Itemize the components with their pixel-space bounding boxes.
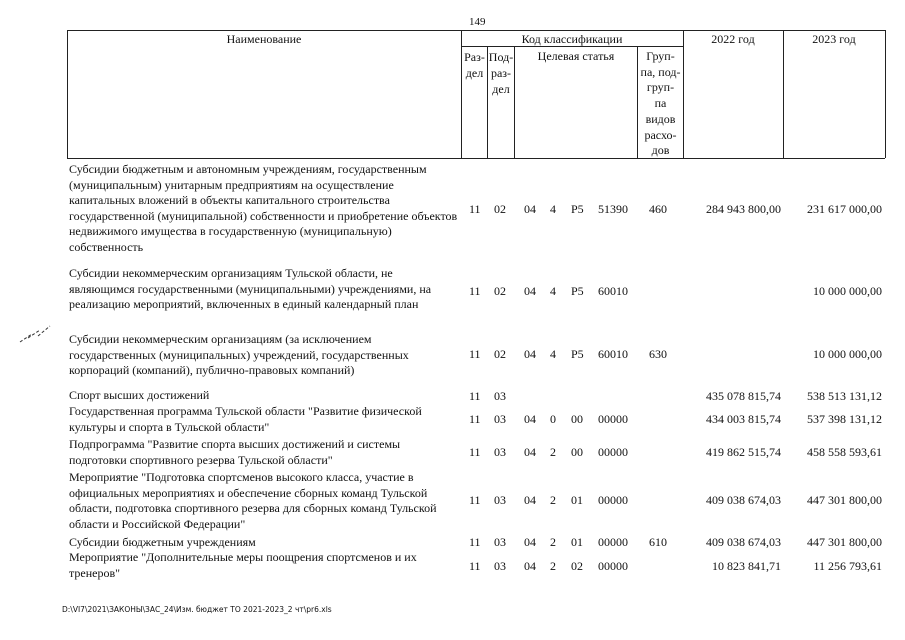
- row-podrazdel: 03: [494, 559, 506, 573]
- row-name: Мероприятие "Дополнительные меры поощрения спортсменов и их тренеров": [69, 550, 417, 580]
- row-target-1: 04: [524, 412, 536, 426]
- header-name: Наименование: [226, 32, 302, 46]
- row-target-2: 4: [550, 347, 556, 361]
- row-amount-2023: 447 301 800,00: [807, 493, 882, 507]
- row-target-2: 2: [550, 493, 556, 507]
- row-podrazdel: 03: [494, 445, 506, 459]
- row-target-3: P5: [571, 202, 584, 216]
- row-target-1: 04: [524, 445, 536, 459]
- row-name: Субсидии бюджетным и автономным учреждениям, государственным (муниципальным) унитарным предприятиям на осуществление капитальных вложений в объекты капитального строительства государственной (муниципальной) собственности и приобретение объектов недвижимого имущества в государственную (муниципальную) собственность: [69, 162, 458, 254]
- row-target-3: 00: [571, 412, 583, 426]
- row-razdel: 11: [469, 493, 481, 507]
- row-target-1: 04: [524, 284, 536, 298]
- row-target-1: 04: [524, 347, 536, 361]
- row-razdel: 11: [469, 412, 481, 426]
- row-target-3: 02: [571, 559, 583, 573]
- row-name: Государственная программа Тульской области "Развитие физической культуры и спорта в Тульской области": [69, 404, 422, 434]
- row-target-2: 2: [550, 535, 556, 549]
- row-name: Субсидии некоммерческим организациям (за исключением государственных (муниципальных) учреждений, государственных корпораций (компаний), публично-правовых компаний): [69, 332, 409, 378]
- row-target-4: 00000: [598, 535, 628, 549]
- row-podrazdel: 02: [494, 284, 506, 298]
- row-podrazdel: 03: [494, 535, 506, 549]
- row-razdel: 11: [469, 202, 481, 216]
- row-amount-2022: 419 862 515,74: [706, 445, 781, 459]
- row-target-3: 01: [571, 493, 583, 507]
- row-target-4: 51390: [598, 202, 628, 216]
- row-podrazdel: 02: [494, 347, 506, 361]
- row-target-1: 04: [524, 493, 536, 507]
- row-target-3: 01: [571, 535, 583, 549]
- row-amount-2023: 458 558 593,61: [807, 445, 882, 459]
- row-amount-2023: 231 617 000,00: [807, 202, 882, 216]
- row-name: Спорт высших достижений: [69, 388, 210, 402]
- row-target-4: 60010: [598, 284, 628, 298]
- row-target-4: 00000: [598, 559, 628, 573]
- header-target: Целевая статья: [537, 49, 615, 63]
- header-razdel: Раз- дел: [464, 50, 485, 80]
- row-podrazdel: 03: [494, 493, 506, 507]
- row-name: Субсидии некоммерческим организациям Тульской области, не являющимся государственными (муниципальными) учреждениями, на реализацию мероприятий, включенных в единый календарный план: [69, 266, 432, 312]
- row-name: Подпрограмма "Развитие спорта высших достижений и системы подготовки спортивного резерва Тульской области": [69, 437, 401, 467]
- row-razdel: 11: [469, 445, 481, 459]
- row-amount-2023: 10 000 000,00: [813, 347, 882, 361]
- row-name: Мероприятие "Подготовка спортсменов высокого класса, участие в официальных мероприятиях и обеспечение сборных команд Тульской области, подготовка спортивного резерва для сборных команд Тульской области и Российской Федерации": [69, 470, 437, 531]
- row-podrazdel: 03: [494, 412, 506, 426]
- row-group: 610: [649, 535, 667, 549]
- row-target-4: 00000: [598, 493, 628, 507]
- row-group: 460: [649, 202, 667, 216]
- row-amount-2022: 284 943 800,00: [706, 202, 781, 216]
- row-razdel: 11: [469, 535, 481, 549]
- row-target-1: 04: [524, 535, 536, 549]
- row-target-4: 00000: [598, 445, 628, 459]
- row-target-1: 04: [524, 559, 536, 573]
- row-target-3: 00: [571, 445, 583, 459]
- row-amount-2022: 434 003 815,74: [706, 412, 781, 426]
- row-target-2: 2: [550, 445, 556, 459]
- row-amount-2022: 409 038 674,03: [706, 493, 781, 507]
- header-year-2022: 2022 год: [711, 32, 755, 46]
- row-razdel: 11: [469, 389, 481, 403]
- row-target-2: 0: [550, 412, 556, 426]
- row-name: Субсидии бюджетным учреждениям: [69, 535, 256, 549]
- row-podrazdel: 02: [494, 202, 506, 216]
- row-group: 630: [649, 347, 667, 361]
- row-amount-2022: 409 038 674,03: [706, 535, 781, 549]
- row-amount-2023: 10 000 000,00: [813, 284, 882, 298]
- row-amount-2023: 537 398 131,12: [807, 412, 882, 426]
- row-target-4: 60010: [598, 347, 628, 361]
- footer-file-path: D:\VI7\2021\ЗАКОНЫ\ЗАС_24\Изм. бюджет ТО 2021-2023_2 чт\pr6.xls: [62, 605, 332, 614]
- row-amount-2022: 10 823 841,71: [712, 559, 781, 573]
- row-razdel: 11: [469, 559, 481, 573]
- row-target-3: P5: [571, 284, 584, 298]
- row-razdel: 11: [469, 347, 481, 361]
- row-target-2: 4: [550, 202, 556, 216]
- row-amount-2023: 447 301 800,00: [807, 535, 882, 549]
- header-year-2023: 2023 год: [812, 32, 856, 46]
- row-target-3: P5: [571, 347, 584, 361]
- page-number: 149: [469, 16, 486, 28]
- row-razdel: 11: [469, 284, 481, 298]
- header-podrazdel: Под- раз- дел: [488, 50, 514, 96]
- row-target-4: 00000: [598, 412, 628, 426]
- row-amount-2022: 435 078 815,74: [706, 389, 781, 403]
- row-podrazdel: 03: [494, 389, 506, 403]
- header-classification: Код классификации: [521, 32, 623, 46]
- row-amount-2023: 11 256 793,61: [813, 559, 882, 573]
- row-target-2: 2: [550, 559, 556, 573]
- row-amount-2023: 538 513 131,12: [807, 389, 882, 403]
- margin-pen-mark: [18, 322, 52, 346]
- header-group: Груп- па, под- груп- па видов расхо- дов: [640, 49, 681, 158]
- row-target-2: 4: [550, 284, 556, 298]
- row-target-1: 04: [524, 202, 536, 216]
